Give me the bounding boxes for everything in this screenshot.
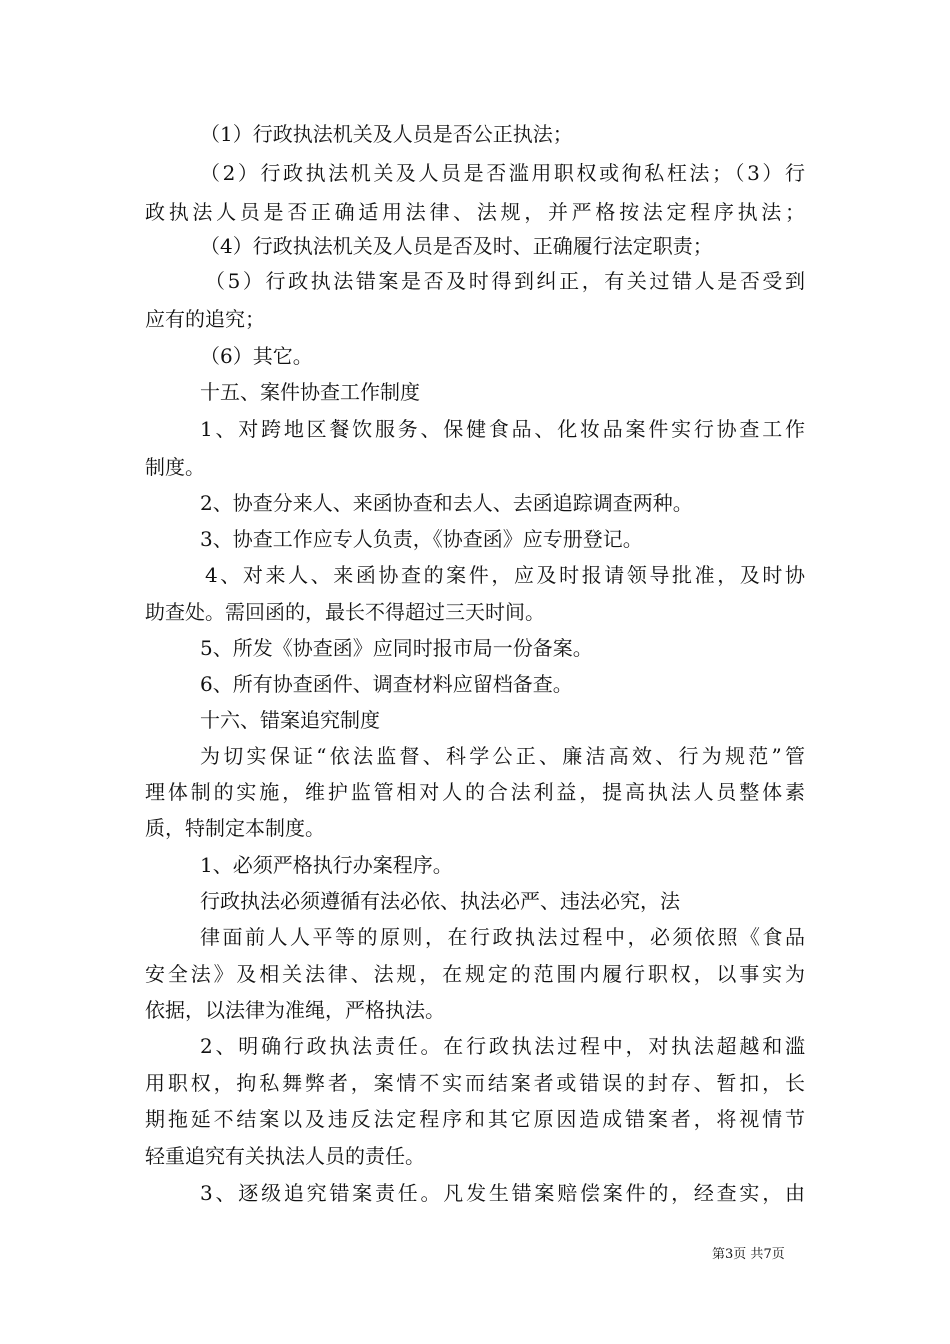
text-line: 期拖延不结案以及违反法定程序和其它原因造成错案者，将视情节 <box>145 1107 805 1131</box>
text-line: 律面前人人平等的原则，在行政执法过程中，必须依照《食品 <box>200 925 805 949</box>
text-line: 依据，以法律为准绳，严格执法。 <box>145 998 445 1022</box>
text-line: 助查处。需回函的，最长不得超过三天时间。 <box>145 600 545 624</box>
text-line: 用职权，拘私舞弊者，案情不实而结案者或错误的封存、暂扣，长 <box>145 1071 805 1095</box>
text-line: 3、逐级追究错案责任。凡发生错案赔偿案件的，经查实，由 <box>200 1181 805 1205</box>
text-line: （4）行政执法机关及人员是否及时、正确履行法定职责； <box>200 234 713 258</box>
text-line: 1、必须严格执行办案程序。 <box>200 853 453 877</box>
text-line: 行政执法必须遵循有法必依、执法必严、违法必究，法 <box>200 889 680 913</box>
text-line: 3、协查工作应专人负责，《协查函》应专册登记。 <box>200 527 643 551</box>
text-line: 制度。 <box>145 455 205 479</box>
text-line: 1、对跨地区餐饮服务、保健食品、化妆品案件实行协查工作 <box>200 417 805 441</box>
text-line: 安全法》及相关法律、法规，在规定的范围内履行职权，以事实为 <box>145 962 805 986</box>
text-line: 为切实保证“依法监督、科学公正、廉洁高效、行为规范”管 <box>200 744 805 768</box>
page-footer <box>712 1246 785 1264</box>
text-line: 轻重追究有关执法人员的责任。 <box>145 1144 425 1168</box>
text-line: （6）其它。 <box>200 344 313 368</box>
text-line: 质，特制定本制度。 <box>145 816 325 840</box>
section-heading: 十五、案件协查工作制度 <box>200 380 420 404</box>
footer-total-pages: 7 <box>763 1247 772 1262</box>
text-line: （1）行政执法机关及人员是否公正执法； <box>200 122 573 146</box>
text-line: 5、所发《协查函》应同时报市局一份备案。 <box>200 636 593 660</box>
text-line: 应有的追究； <box>145 307 265 331</box>
text-line: 2、协查分来人、来函协查和去人、去函追踪调查两种。 <box>200 491 693 515</box>
footer-prefix: 第 <box>712 1247 726 1262</box>
text-line: （2）行政执法机关及人员是否滥用职权或徇私枉法；（3）行 <box>200 161 805 185</box>
text-line: 理体制的实施，维护监管相对人的合法利益，提高执法人员整体素 <box>145 780 805 804</box>
text-line: 4、对来人、来函协查的案件，应及时报请领导批准，及时协 <box>205 563 805 587</box>
footer-page-number: 3 <box>725 1247 734 1262</box>
text-line: 6、所有协查函件、调查材料应留档备查。 <box>200 672 573 696</box>
section-heading: 十六、错案追究制度 <box>200 708 380 732</box>
text-line: （5）行政执法错案是否及时得到纠正，有关过错人是否受到 <box>205 269 805 293</box>
text-line: 2、明确行政执法责任。在行政执法过程中，对执法超越和滥 <box>200 1034 805 1058</box>
footer-suffix: 页 <box>771 1247 785 1262</box>
footer-middle: 页 共 <box>733 1247 764 1262</box>
text-line: 政执法人员是否正确适用法律、法规，并严格按法定程序执法； <box>145 200 805 224</box>
